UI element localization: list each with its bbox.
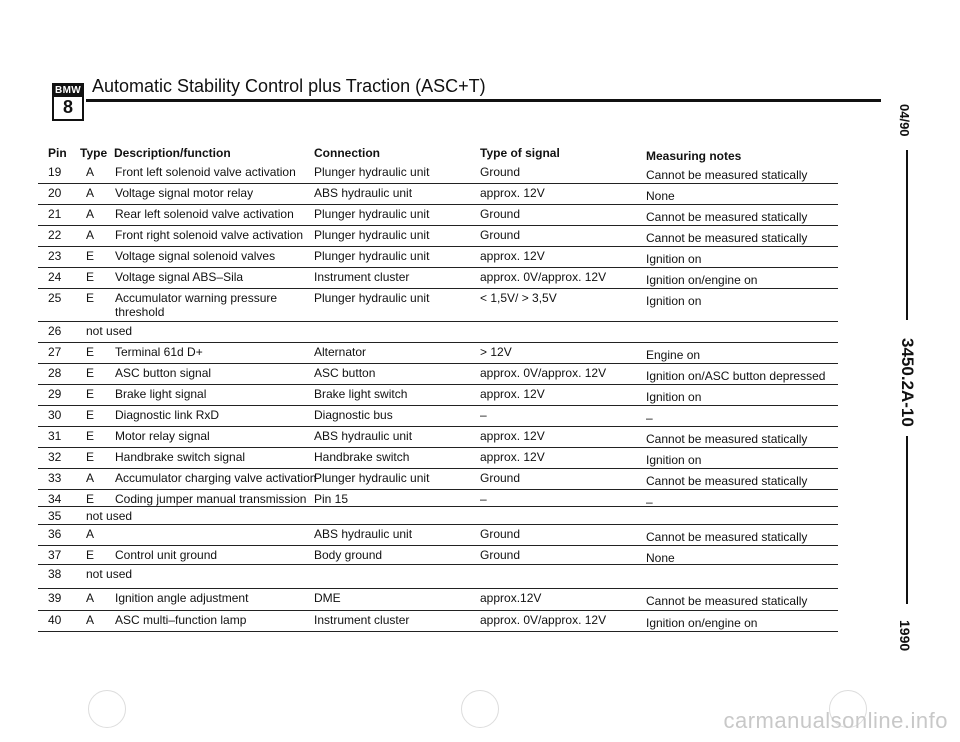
- table-row: [38, 564, 838, 589]
- pin-cell: 27: [48, 345, 62, 359]
- table-row: [38, 588, 838, 611]
- type-cell: E: [86, 270, 95, 284]
- type-cell: A: [86, 527, 95, 541]
- connection-cell: Body ground: [314, 548, 383, 562]
- table-row: [38, 524, 838, 546]
- type-cell: A: [86, 186, 95, 200]
- type-cell: A: [86, 228, 95, 242]
- pin-cell: 24: [48, 270, 62, 284]
- description-cell: Diagnostic link RxD: [115, 408, 220, 422]
- signal-cell: Ground: [480, 228, 521, 242]
- type-cell: E: [86, 548, 95, 562]
- connection-cell: Pin 15: [314, 492, 349, 506]
- type-cell: E: [86, 387, 95, 401]
- type-cell: E: [86, 291, 95, 305]
- description-cell: Terminal 61d D+: [115, 345, 203, 359]
- connection-cell: DME: [314, 591, 341, 605]
- side-divider: [906, 150, 908, 320]
- signal-cell: < 1,5V/ > 3,5V: [480, 291, 557, 305]
- measuring-cell: Cannot be measured statically: [646, 474, 808, 488]
- punch-hole: [88, 690, 126, 728]
- measuring-cell: Cannot be measured statically: [646, 168, 808, 182]
- description-cell: Control unit ground: [115, 548, 218, 562]
- measuring-cell: Ignition on: [646, 390, 702, 404]
- table-row: [38, 468, 838, 490]
- type-cell: not used: [86, 324, 133, 338]
- page-title: Automatic Stability Control plus Traction (ASC+T): [92, 76, 486, 96]
- pin-cell: 35: [48, 509, 62, 523]
- pin-cell: 34: [48, 492, 62, 506]
- table-row: [38, 288, 838, 322]
- connection-cell: Handbrake switch: [314, 450, 410, 464]
- table-row: [38, 610, 838, 632]
- pin-cell: 29: [48, 387, 62, 401]
- description-cell: Brake light signal: [115, 387, 207, 401]
- measuring-cell: Ignition on: [646, 252, 702, 266]
- connection-cell: ABS hydraulic unit: [314, 429, 413, 443]
- header-measuring: Measuring notes: [646, 149, 742, 163]
- table-row: [38, 447, 838, 469]
- table-row: [38, 246, 838, 268]
- description-cell: Coding jumper manual transmission: [115, 492, 307, 506]
- title-rule: [86, 99, 881, 102]
- measuring-cell: Cannot be measured statically: [646, 594, 808, 608]
- connection-cell: Plunger hydraulic unit: [314, 471, 430, 485]
- description-cell: Ignition angle adjustment: [115, 591, 249, 605]
- connection-cell: Plunger hydraulic unit: [314, 228, 430, 242]
- pin-cell: 21: [48, 207, 62, 221]
- pin-cell: 28: [48, 366, 62, 380]
- table-row: [38, 363, 838, 385]
- connection-cell: Plunger hydraulic unit: [314, 207, 430, 221]
- description-cell: Motor relay signal: [115, 429, 210, 443]
- table-row: [38, 506, 838, 525]
- signal-cell: approx. 0V/approx. 12V: [480, 613, 607, 627]
- type-cell: E: [86, 492, 95, 506]
- pin-cell: 32: [48, 450, 62, 464]
- watermark: carmanualsonline.info: [723, 708, 948, 733]
- signal-cell: approx. 0V/approx. 12V: [480, 270, 607, 284]
- description-cell: Accumulator charging valve activation: [115, 471, 317, 485]
- table-row: [38, 384, 838, 406]
- table-row: [38, 342, 838, 364]
- table-row: [38, 545, 838, 565]
- pin-cell: 31: [48, 429, 62, 443]
- measuring-cell: Ignition on/ASC button depressed: [646, 369, 826, 383]
- logo-number: 8: [62, 97, 73, 117]
- type-cell: E: [86, 450, 95, 464]
- connection-cell: Plunger hydraulic unit: [314, 165, 430, 179]
- description-cell: Voltage signal solenoid valves: [115, 249, 276, 263]
- description-cell: ASC button signal: [115, 366, 212, 380]
- punch-hole: [461, 690, 499, 728]
- connection-cell: Instrument cluster: [314, 270, 410, 284]
- connection-cell: Instrument cluster: [314, 613, 410, 627]
- header-signal: Type of signal: [480, 146, 560, 160]
- type-cell: A: [86, 471, 95, 485]
- type-cell: A: [86, 165, 95, 179]
- side-code: 3450.2A-10: [898, 338, 917, 427]
- pin-cell: 20: [48, 186, 62, 200]
- pin-cell: 23: [48, 249, 62, 263]
- header-connection: Connection: [314, 146, 380, 160]
- type-cell: not used: [86, 509, 133, 523]
- header-description: Description/function: [114, 146, 231, 160]
- measuring-cell: Ignition on/engine on: [646, 616, 758, 630]
- pin-cell: 40: [48, 613, 62, 627]
- signal-cell: approx. 12V: [480, 450, 545, 464]
- header-pin: Pin: [48, 146, 67, 160]
- pin-cell: 39: [48, 591, 62, 605]
- signal-cell: approx.12V: [480, 591, 542, 605]
- table-row: [38, 405, 838, 427]
- side-year: 1990: [897, 620, 913, 652]
- type-cell: E: [86, 249, 95, 263]
- pin-cell: 19: [48, 165, 62, 179]
- description-cell: Voltage signal motor relay: [115, 186, 254, 200]
- table-row: [38, 267, 838, 289]
- header-type: Type: [80, 146, 108, 160]
- pin-cell: 22: [48, 228, 62, 242]
- measuring-cell: –: [646, 411, 653, 425]
- description-cell: Handbrake switch signal: [115, 450, 246, 464]
- measuring-cell: None: [646, 189, 675, 203]
- logo-brand: BMW: [55, 85, 81, 96]
- table-row: [38, 225, 838, 247]
- connection-cell: ABS hydraulic unit: [314, 186, 413, 200]
- type-cell: not used: [86, 567, 133, 581]
- signal-cell: –: [480, 492, 487, 506]
- signal-cell: Ground: [480, 548, 521, 562]
- signal-cell: approx. 12V: [480, 186, 545, 200]
- measuring-cell: Ignition on: [646, 294, 702, 308]
- pin-cell: 25: [48, 291, 62, 305]
- signal-cell: approx. 12V: [480, 249, 545, 263]
- type-cell: A: [86, 207, 95, 221]
- table-row: [38, 489, 838, 507]
- table-header: [0, 146, 880, 162]
- measuring-cell: Ignition on/engine on: [646, 273, 758, 287]
- type-cell: E: [86, 345, 95, 359]
- signal-cell: Ground: [480, 165, 521, 179]
- table-row: [38, 183, 838, 205]
- description-cell: Front right solenoid valve activation: [115, 228, 304, 242]
- pin-cell: 30: [48, 408, 62, 422]
- type-cell: A: [86, 613, 95, 627]
- connection-cell: ABS hydraulic unit: [314, 527, 413, 541]
- signal-cell: > 12V: [480, 345, 512, 359]
- connection-cell: ASC button: [314, 366, 376, 380]
- table-row: [38, 204, 838, 226]
- signal-cell: –: [480, 408, 487, 422]
- side-divider: [906, 436, 908, 604]
- pin-cell: 36: [48, 527, 62, 541]
- bmw-logo: [52, 83, 84, 121]
- measuring-cell: Ignition on: [646, 453, 702, 467]
- measuring-cell: Cannot be measured statically: [646, 432, 808, 446]
- measuring-cell: Cannot be measured statically: [646, 210, 808, 224]
- type-cell: E: [86, 408, 95, 422]
- signal-cell: approx. 0V/approx. 12V: [480, 366, 607, 380]
- type-cell: E: [86, 366, 95, 380]
- signal-cell: Ground: [480, 207, 521, 221]
- measuring-cell: Cannot be measured statically: [646, 231, 808, 245]
- connection-cell: Alternator: [314, 345, 367, 359]
- connection-cell: Plunger hydraulic unit: [314, 291, 430, 305]
- connection-cell: Diagnostic bus: [314, 408, 393, 422]
- signal-cell: approx. 12V: [480, 387, 545, 401]
- description-cell: Voltage signal ABS–Sila: [115, 270, 244, 284]
- measuring-cell: None: [646, 551, 675, 565]
- pin-cell: 26: [48, 324, 62, 338]
- signal-cell: approx. 12V: [480, 429, 545, 443]
- signal-cell: Ground: [480, 527, 521, 541]
- description-cell: Rear left solenoid valve activation: [115, 207, 294, 221]
- measuring-cell: Cannot be measured statically: [646, 530, 808, 544]
- table-row: [38, 321, 838, 343]
- signal-cell: Ground: [480, 471, 521, 485]
- description-cell: ASC multi–function lamp: [115, 613, 247, 627]
- pin-cell: 38: [48, 567, 62, 581]
- type-cell: E: [86, 429, 95, 443]
- pin-cell: 37: [48, 548, 62, 562]
- type-cell: A: [86, 591, 95, 605]
- connection-cell: Brake light switch: [314, 387, 408, 401]
- side-date: 04/90: [897, 104, 912, 137]
- description-cell: Accumulator warning pressure threshold: [115, 291, 278, 319]
- table-row: [38, 162, 838, 184]
- measuring-cell: –: [646, 495, 653, 509]
- pin-cell: 33: [48, 471, 62, 485]
- measuring-cell: Engine on: [646, 348, 701, 362]
- connection-cell: Plunger hydraulic unit: [314, 249, 430, 263]
- description-cell: Front left solenoid valve activation: [115, 165, 296, 179]
- table-row: [38, 426, 838, 448]
